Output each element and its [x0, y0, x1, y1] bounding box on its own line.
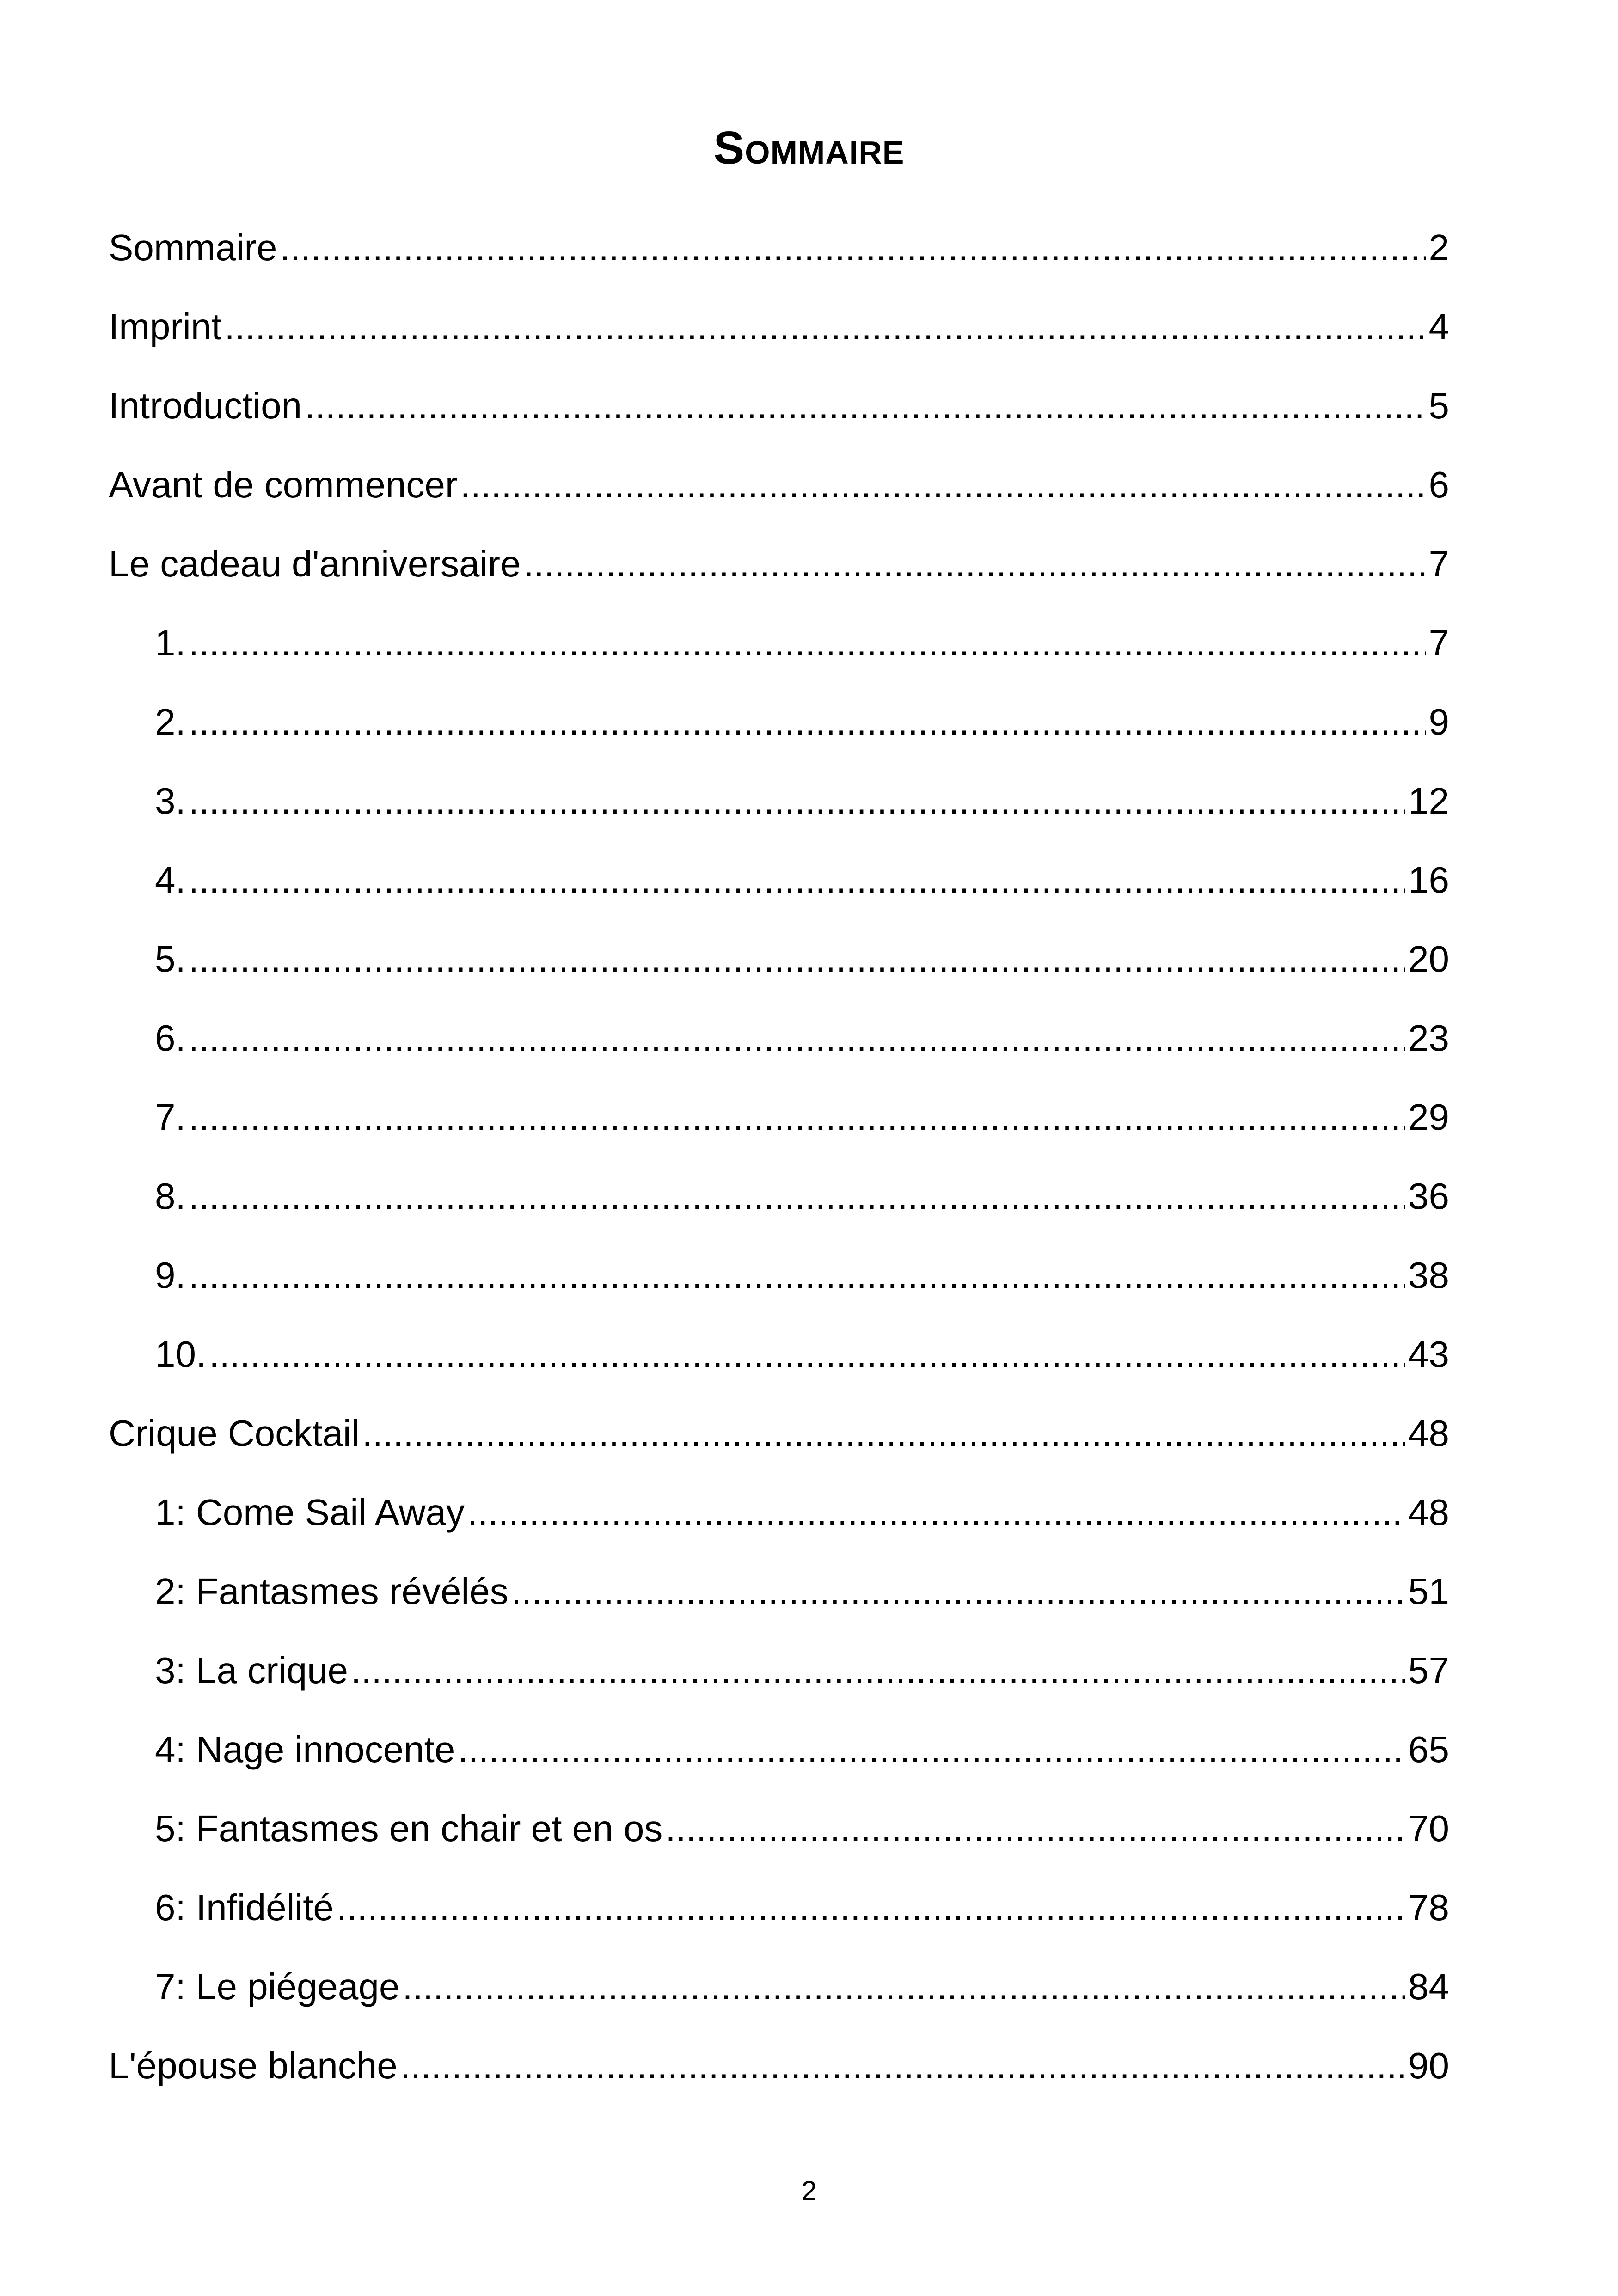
toc-entry-page: 4 — [1428, 306, 1449, 347]
toc-entry-page: 16 — [1408, 859, 1449, 900]
toc-entry-label: 6. — [155, 1017, 186, 1059]
toc-entry-label: 2. — [155, 701, 186, 742]
toc-entry-page: 20 — [1408, 938, 1449, 980]
toc-entry-label: 5. — [155, 938, 186, 980]
toc-subentry[interactable] — [109, 840, 1449, 919]
toc-entry-page: 78 — [1408, 1886, 1449, 1928]
dot-leader — [523, 541, 1426, 587]
toc-entry-page: 70 — [1408, 1807, 1449, 1849]
toc-entry-label: 7. — [155, 1096, 186, 1138]
toc-subentry[interactable] — [109, 603, 1449, 682]
toc-subentry[interactable] — [109, 1710, 1449, 1789]
toc-entry-label: 1: Come Sail Away — [155, 1491, 465, 1533]
dot-leader — [305, 383, 1426, 429]
toc-entry-page: 36 — [1408, 1175, 1449, 1217]
dot-leader — [189, 1252, 1405, 1298]
toc-entry-page: 57 — [1408, 1649, 1449, 1691]
toc-subentry[interactable] — [109, 761, 1449, 840]
toc-entry[interactable] — [109, 445, 1449, 524]
toc-entry-label: 9. — [155, 1254, 186, 1296]
dot-leader — [665, 1806, 1405, 1852]
toc-subentry[interactable] — [109, 1315, 1449, 1394]
toc-entry-page: 48 — [1408, 1412, 1449, 1454]
page-number: 2 — [801, 2175, 817, 2206]
toc-subentry[interactable] — [109, 1631, 1449, 1710]
toc-entry-page: 48 — [1408, 1491, 1449, 1533]
toc-subentry[interactable] — [109, 1236, 1449, 1315]
toc-entry-page: 9 — [1428, 701, 1449, 742]
toc-entry-page: 6 — [1428, 464, 1449, 505]
toc-entry-label: 8. — [155, 1175, 186, 1217]
toc-subentry[interactable] — [109, 682, 1449, 761]
dot-leader — [189, 778, 1405, 824]
table-of-contents — [109, 208, 1449, 2105]
toc-entry-page: 7 — [1428, 543, 1449, 584]
toc-entry[interactable] — [109, 524, 1449, 603]
toc-entry-page: 2 — [1428, 227, 1449, 268]
toc-entry-page: 65 — [1408, 1728, 1449, 1770]
toc-entry-page: 5 — [1428, 385, 1449, 426]
toc-entry[interactable] — [109, 287, 1449, 366]
toc-entry-label: Introduction — [109, 385, 302, 426]
toc-subentry[interactable] — [109, 1473, 1449, 1552]
toc-subentry[interactable] — [109, 1078, 1449, 1157]
dot-leader — [511, 1568, 1405, 1615]
toc-entry-page: 12 — [1408, 780, 1449, 821]
dot-leader — [189, 1015, 1405, 1061]
toc-entry-label: 10. — [155, 1333, 207, 1375]
toc-entry[interactable] — [109, 1394, 1449, 1473]
toc-entry-label: L'épouse blanche — [109, 2045, 398, 2086]
toc-subentry[interactable] — [109, 1947, 1449, 2026]
toc-entry-label: 2: Fantasmes révélés — [155, 1570, 509, 1612]
toc-entry-page: 84 — [1408, 1965, 1449, 2007]
toc-entry-page: 90 — [1408, 2045, 1449, 2086]
dot-leader — [337, 1885, 1405, 1931]
toc-entry-label: Imprint — [109, 306, 222, 347]
dot-leader — [189, 936, 1405, 982]
dot-leader — [460, 462, 1426, 508]
dot-leader — [400, 2043, 1405, 2089]
toc-entry-label: 7: Le piégeage — [155, 1965, 400, 2007]
toc-subentry[interactable] — [109, 998, 1449, 1078]
toc-entry[interactable] — [109, 208, 1449, 287]
toc-entry-label: 4. — [155, 859, 186, 900]
dot-leader — [189, 699, 1426, 745]
toc-entry-label: Sommaire — [109, 227, 277, 268]
toc-subentry[interactable] — [109, 919, 1449, 998]
dot-leader — [362, 1410, 1405, 1457]
toc-entry-label: 4: Nage innocente — [155, 1728, 455, 1770]
dot-leader — [189, 1173, 1405, 1219]
toc-entry-label: 1. — [155, 622, 186, 663]
toc-entry-page: 51 — [1408, 1570, 1449, 1612]
toc-entry-page: 23 — [1408, 1017, 1449, 1059]
toc-entry-page: 7 — [1428, 622, 1449, 663]
toc-entry-label: Le cadeau d'anniversaire — [109, 543, 521, 584]
toc-subentry[interactable] — [109, 1157, 1449, 1236]
toc-subentry[interactable] — [109, 1552, 1449, 1631]
toc-entry[interactable] — [109, 366, 1449, 445]
dot-leader — [189, 620, 1426, 666]
toc-entry-page: 29 — [1408, 1096, 1449, 1138]
toc-entry-label: Crique Cocktail — [109, 1412, 360, 1454]
dot-leader — [467, 1489, 1405, 1536]
toc-entry-label: 5: Fantasmes en chair et en os — [155, 1807, 663, 1849]
toc-entry-label: 3: La crique — [155, 1649, 349, 1691]
toc-entry-label: 6: Infidélité — [155, 1886, 334, 1928]
dot-leader — [189, 857, 1405, 903]
dot-leader — [402, 1964, 1405, 2010]
toc-entry-label: Avant de commencer — [109, 464, 458, 505]
toc-subentry[interactable] — [109, 1789, 1449, 1868]
page-title: Sommaire — [713, 122, 905, 174]
dot-leader — [458, 1727, 1405, 1773]
dot-leader — [351, 1647, 1405, 1694]
dot-leader — [225, 304, 1426, 350]
toc-subentry[interactable] — [109, 1868, 1449, 1947]
toc-entry-label: 3. — [155, 780, 186, 821]
toc-entry[interactable] — [109, 2026, 1449, 2105]
toc-entry-page: 38 — [1408, 1254, 1449, 1296]
toc-entry-page: 43 — [1408, 1333, 1449, 1375]
dot-leader — [280, 225, 1426, 271]
dot-leader — [189, 1094, 1405, 1140]
dot-leader — [209, 1331, 1405, 1378]
